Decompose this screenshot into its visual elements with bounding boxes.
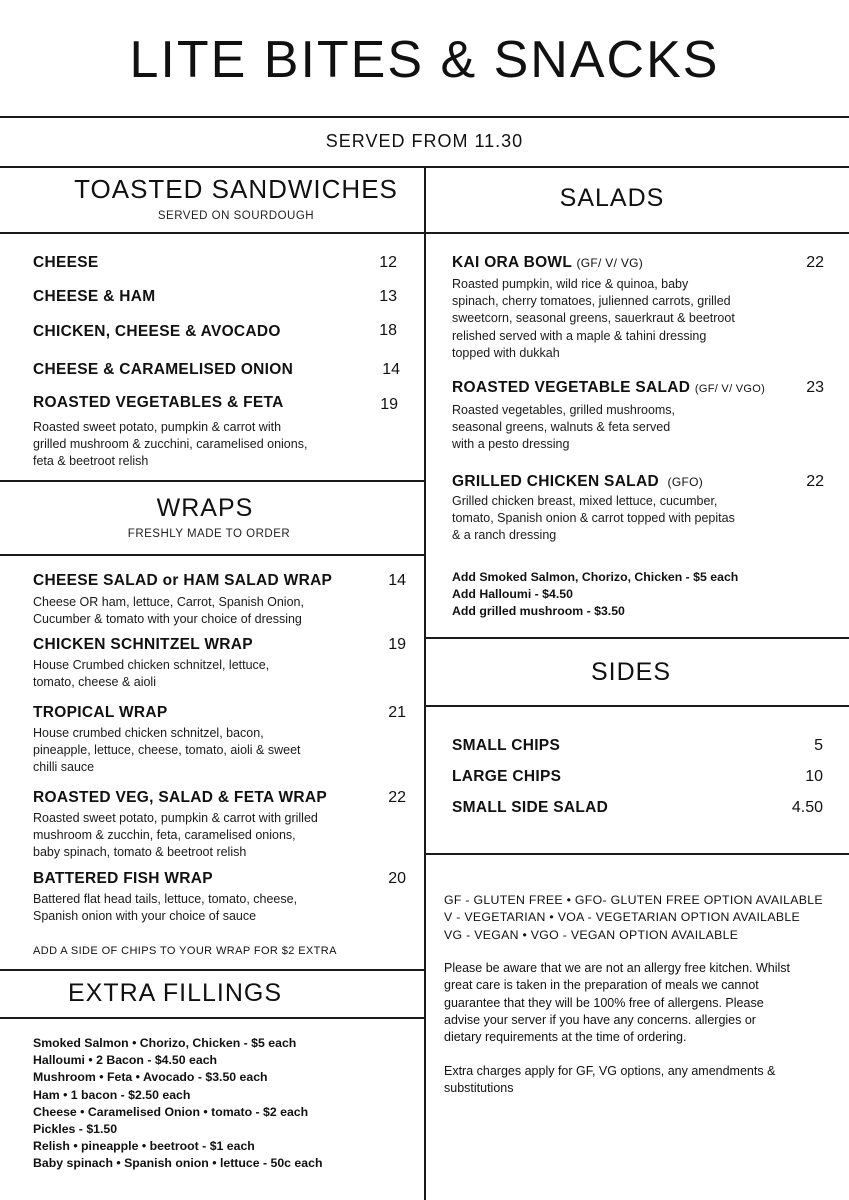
menu-item-price: 19 bbox=[380, 396, 398, 413]
menu-item-price: 14 bbox=[382, 361, 400, 378]
menu-item-label: KAI ORA BOWL bbox=[452, 254, 572, 271]
menu-item-name: CHICKEN, CHEESE & AVOCADO bbox=[33, 323, 281, 340]
menu-item-name: CHEESE & HAM bbox=[33, 288, 156, 305]
section-title: WRAPS bbox=[156, 494, 254, 522]
menu-item-price: 23 bbox=[806, 379, 824, 396]
dietary-codes-legend: GF - GLUTEN FREE • GFO- GLUTEN FREE OPTION AVAILABLE V - VEGETARIAN • VOA - VEGETARIAN OPTION AVAILABLE VG - VEGAN • VGO - VEGAN OPTION AVAILABLE bbox=[444, 893, 823, 942]
menu-title: LITE BITES & SNACKS bbox=[129, 31, 720, 89]
menu-item-price: 14 bbox=[388, 572, 406, 589]
menu-item-price: 22 bbox=[806, 254, 824, 271]
section-title: TOASTED SANDWICHES bbox=[74, 174, 398, 204]
dietary-tag: (GFO) bbox=[667, 475, 704, 489]
menu-item-description: Grilled chicken breast, mixed lettuce, cucumber, tomato, Spanish onion & carrot topped with pepitas & a ranch dressing bbox=[452, 494, 735, 543]
menu-item-price: 21 bbox=[388, 704, 406, 721]
divider bbox=[424, 637, 849, 639]
menu-item-description: Roasted sweet potato, pumpkin & carrot with grilled mushroom & zucchini, caramelised onions, feta & beetroot relish bbox=[33, 420, 308, 469]
divider bbox=[0, 116, 849, 118]
menu-item-price: 22 bbox=[388, 789, 406, 806]
wraps-chips-note: ADD A SIDE OF CHIPS TO YOUR WRAP FOR $2 EXTRA bbox=[33, 945, 337, 957]
divider bbox=[424, 705, 849, 707]
extra-charges-notice: Extra charges apply for GF, VG options, any amendments & substitutions bbox=[444, 1064, 776, 1096]
menu-item-price: 18 bbox=[379, 322, 397, 339]
menu-item-name: ROASTED VEG, SALAD & FETA WRAP bbox=[33, 789, 328, 806]
menu-item-price: 12 bbox=[379, 254, 397, 271]
section-subtitle: FRESHLY MADE TO ORDER bbox=[127, 528, 291, 540]
dietary-tag: (GF/ V/ VG) bbox=[576, 256, 644, 270]
menu-item-name: TROPICAL WRAP bbox=[33, 704, 168, 721]
divider bbox=[0, 969, 424, 971]
divider bbox=[424, 232, 849, 234]
served-from-text: SERVED FROM 11.30 bbox=[325, 131, 524, 151]
menu-item-description: House crumbed chicken schnitzel, bacon, pineapple, lettuce, cheese, tomato, aioli & sweet chilli sauce bbox=[33, 726, 301, 775]
menu-item-price: 13 bbox=[379, 288, 397, 305]
menu-item-description: Roasted sweet potato, pumpkin & carrot with grilled mushroom & zucchin, feta, caramelised onions, baby spinach, tomato & beetroot relish bbox=[33, 811, 318, 860]
menu-item-price: 10 bbox=[805, 768, 823, 785]
divider bbox=[424, 853, 849, 855]
divider bbox=[0, 480, 424, 482]
menu-item-name: CHEESE bbox=[33, 254, 99, 271]
menu-item-description: House Crumbed chicken schnitzel, lettuce, tomato, cheese & aioli bbox=[33, 658, 270, 690]
section-title: SALADS bbox=[559, 184, 665, 212]
extra-fillings-list: Smoked Salmon • Chorizo, Chicken - $5 each Halloumi • 2 Bacon - $4.50 each Mushroom • Feta • Avocado - $3.50 each Ham • 1 bacon - $2.50 each Cheese • Caramelised Onion • tomato - $2 each Pickles - $1.50 Relish • pineapple • beetroot - $1 each Baby spinach • Spanish onion • lettuce - 50c each bbox=[33, 1036, 323, 1171]
menu-item-description: Roasted pumpkin, wild rice & quinoa, baby spinach, cherry tomatoes, julienned carrots, grilled sweetcorn, seasonal greens, sauerkraut & beetroot relished served with a maple & tahini dressing topped with dukkah bbox=[452, 277, 735, 360]
menu-item-price: 20 bbox=[388, 870, 406, 887]
salad-addons-list: Add Smoked Salmon, Chorizo, Chicken - $5 each Add Halloumi - $4.50 Add grilled mushroom - $3.50 bbox=[452, 570, 739, 619]
menu-item-label: GRILLED CHICKEN SALAD bbox=[452, 473, 659, 490]
menu-item-name bbox=[452, 379, 765, 397]
divider bbox=[0, 232, 424, 234]
section-subtitle: SERVED ON SOURDOUGH bbox=[157, 210, 315, 222]
menu-item-description: Roasted vegetables, grilled mushrooms, seasonal greens, walnuts & feta served with a pesto dressing bbox=[452, 403, 676, 452]
menu-item-name: LARGE CHIPS bbox=[452, 768, 562, 785]
divider bbox=[0, 1017, 424, 1019]
menu-item-name: SMALL SIDE SALAD bbox=[452, 799, 609, 816]
menu-item-name: SMALL CHIPS bbox=[452, 737, 561, 754]
section-title: SIDES bbox=[590, 658, 672, 686]
divider bbox=[0, 554, 424, 556]
menu-item-price: 4.50 bbox=[791, 799, 823, 816]
menu-item-price: 5 bbox=[814, 737, 823, 754]
menu-item-name: CHICKEN SCHNITZEL WRAP bbox=[33, 636, 253, 653]
menu-item-description: Battered flat head tails, lettuce, tomato, cheese, Spanish onion with your choice of sauce bbox=[33, 892, 298, 924]
menu-item-price: 22 bbox=[806, 473, 824, 490]
menu-item-label: ROASTED VEGETABLE SALAD bbox=[452, 379, 691, 396]
menu-item-name: ROASTED VEGETABLES & FETA bbox=[33, 394, 284, 411]
menu-item-name: CHEESE & CARAMELISED ONION bbox=[33, 361, 294, 378]
section-title: EXTRA FILLINGS bbox=[67, 979, 283, 1007]
menu-item-description: Cheese OR ham, lettuce, Carrot, Spanish Onion, Cucumber & tomato with your choice of dressing bbox=[33, 595, 304, 627]
menu-item-price: 19 bbox=[388, 636, 406, 653]
dietary-tag: (GF/ V/ VGO) bbox=[694, 383, 766, 395]
allergy-notice: Please be aware that we are not an allergy free kitchen. Whilst great care is taken in the preparation of meals we cannot guarantee that they will be 100% free of allergens. Please advise your server if you have any concerns. allergies or dietary requirements at the time of ordering. bbox=[444, 961, 791, 1045]
menu-item-name bbox=[452, 473, 703, 491]
menu-item-name: BATTERED FISH WRAP bbox=[33, 870, 213, 887]
menu-item-name bbox=[452, 254, 643, 272]
menu-item-name: CHEESE SALAD or HAM SALAD WRAP bbox=[33, 572, 333, 589]
